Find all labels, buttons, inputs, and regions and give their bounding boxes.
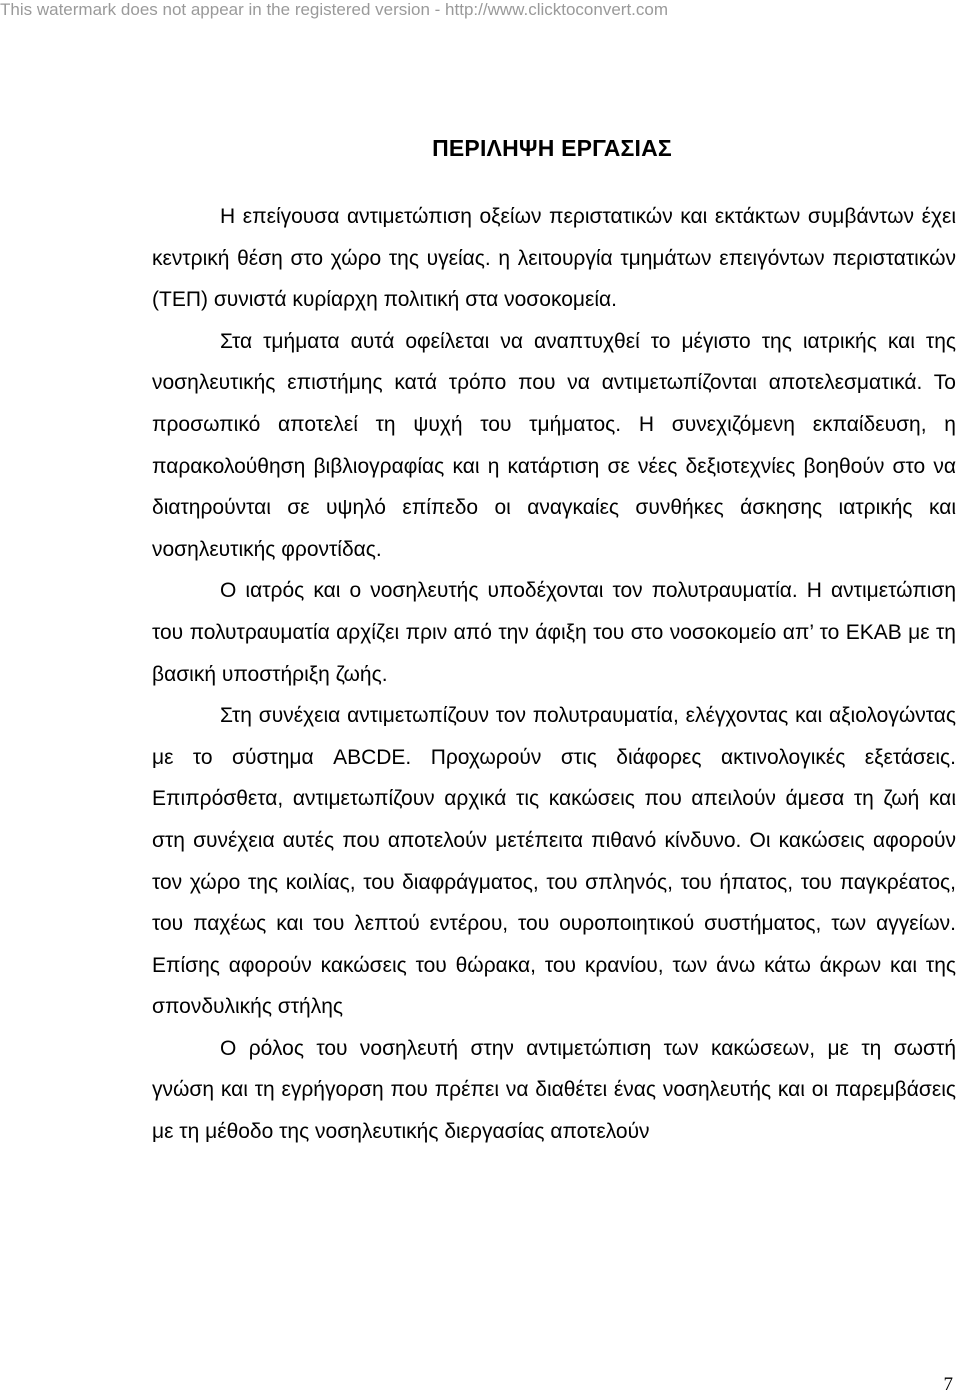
paragraph-2: Στα τμήματα αυτά οφείλεται να αναπτυχθεί το μέγιστο της ιατρικής και της νοσηλευτικής επιστήμης κατά τρόπο που να αντιμετωπίζονται αποτελεσματικά. Το προσωπικό αποτελεί τη ψυχή του τμήματος. Η συνεχιζόμενη εκπαίδευση, η παρακολούθηση βιβλιογραφίας και η κατάρτιση σε νέες δεξιοτεχνίες βοηθούν στο να διατηρούνται σε υψηλό επίπεδο οι αναγκαίες συνθήκες άσκησης ιατρικής και νοσηλευτικής φροντίδας. bbox=[152, 329, 956, 561]
paragraph-3: Ο ιατρός και ο νοσηλευτής υποδέχονται τον πολυτραυματία. Η αντιμετώπιση του πολυτραυματία αρχίζει πριν από την άφιξη του στο νοσοκομείο απ’ το ΕΚΑΒ με τη βασική υποστήριξη ζωής. bbox=[152, 579, 956, 686]
watermark-banner bbox=[0, 0, 668, 20]
document-title: ΠΕΡΙΛΗΨΗ ΕΡΓΑΣΙΑΣ bbox=[432, 135, 672, 161]
watermark-text: This watermark does not appear in the registered version - bbox=[0, 0, 446, 19]
document-body bbox=[152, 196, 956, 1153]
paragraph-5: Ο ρόλος του νοσηλευτή στην αντιμετώπιση των κακώσεων, με τη σωστή γνώση και τη εγρήγορση που πρέπει να διαθέτει ένας νοσηλευτής και οι παρεμβάσεις με τη μέθοδο της νοσηλευτικής διεργασίας αποτελούν bbox=[152, 1036, 956, 1144]
paragraph-1: Η επείγουσα αντιμετώπιση οξείων περιστατικών και εκτάκτων συμβάντων έχει κεντρική θέση στο χώρο της υγείας. η λειτουργία τμημάτων επειγόντων περιστατικών (ΤΕΠ) συνιστά κυρίαρχη πολιτική στα νοσοκομεία. bbox=[152, 205, 956, 312]
paragraph-4: Στη συνέχεια αντιμετωπίζουν τον πολυτραυματία, ελέγχοντας και αξιολογώντας με το σύστημα ABCDE. Προχωρούν στις διάφορες ακτινολογικές εξετάσεις. Επιπρόσθετα, αντιμετωπίζουν αρχικά τις κακώσεις που απειλούν άμεσα τη ζωή και στη συνέχεια αυτές που αποτελούν μετέπειτα πιθανό κίνδυνο. Οι κακώσεις αφορούν τον χώρο της κοιλίας, του διαφράγματος, του σπληνός, του ήπατος, του παγκρέατος, του παχέως και του λεπτού εντέρου, του ουροποιητικού συστήματος, των αγγείων. Επίσης αφορούν κακώσεις του θώρακα, του κρανίου, των άνω κάτω άκρων και της σπονδυλικής στήλης bbox=[152, 704, 956, 1019]
page-number: 7 bbox=[943, 1374, 953, 1395]
watermark-link[interactable]: http://www.clicktoconvert.com bbox=[445, 0, 669, 19]
